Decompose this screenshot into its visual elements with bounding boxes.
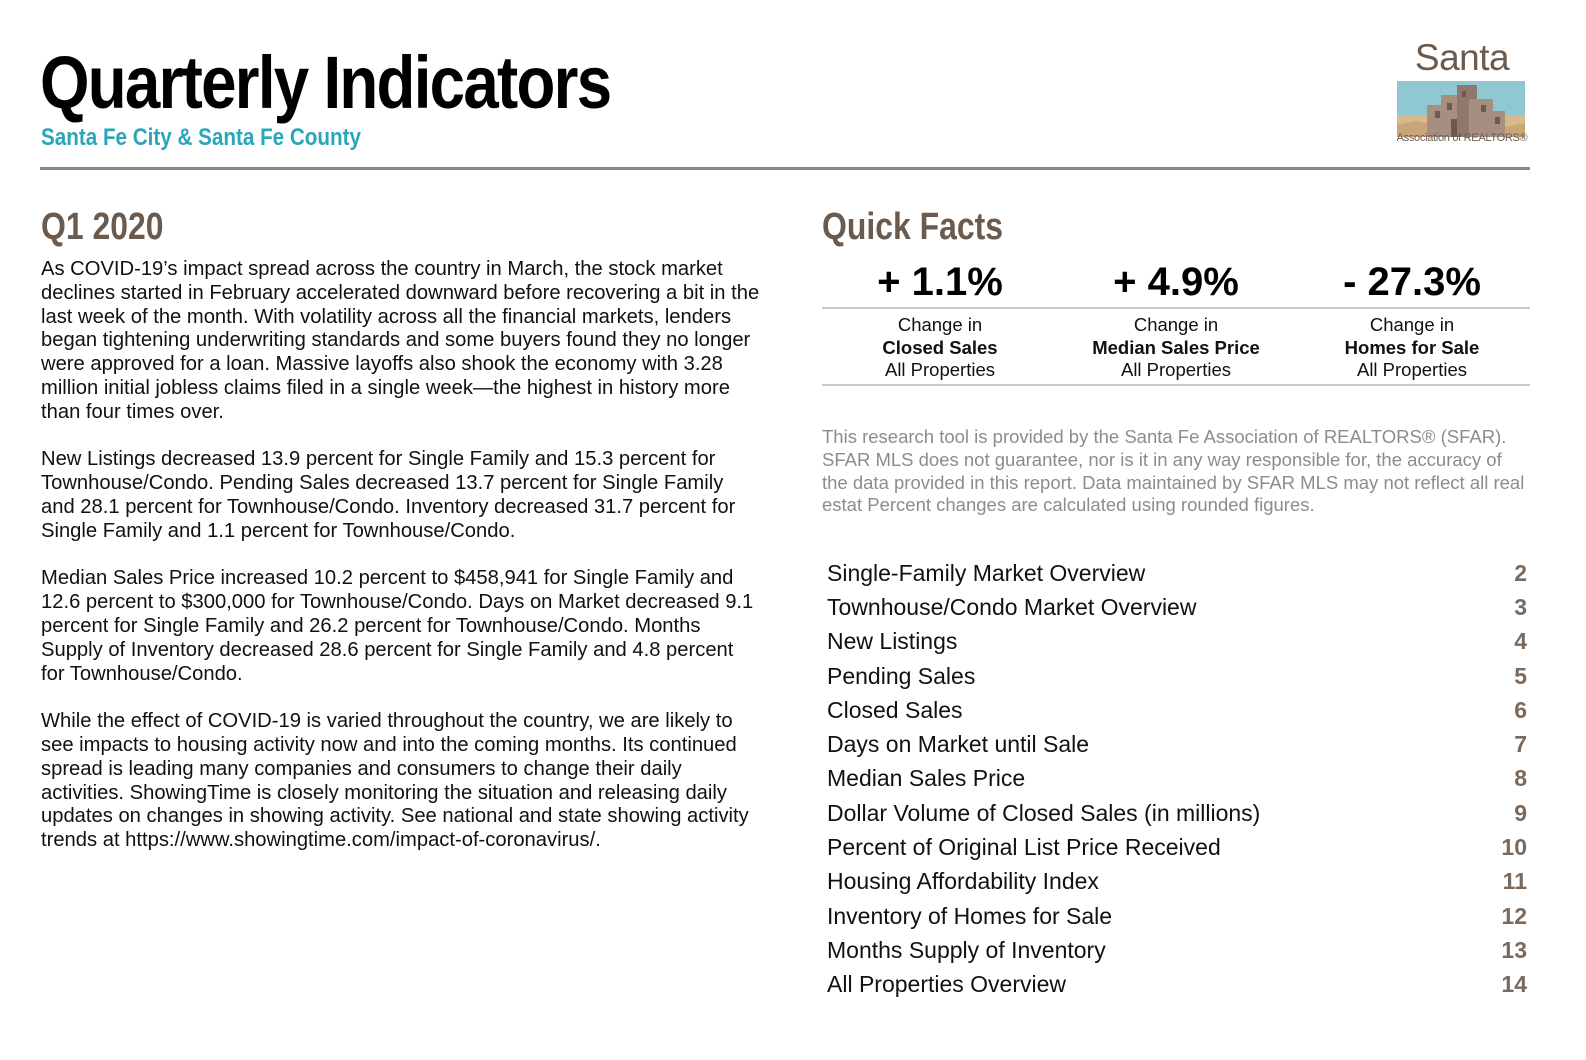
table-of-contents	[827, 556, 1527, 1002]
quick-facts-bottom-rule	[822, 384, 1530, 386]
toc-item-page: 12	[1501, 902, 1527, 929]
toc-item-page: 5	[1514, 662, 1527, 689]
quick-fact-prefix: Change in	[1369, 314, 1455, 335]
toc-item-label: Months Supply of Inventory	[827, 936, 1106, 963]
toc-item-page: 13	[1501, 936, 1527, 963]
toc-item-page: 3	[1514, 593, 1527, 620]
toc-item[interactable]	[827, 762, 1527, 796]
toc-item-page: 14	[1501, 971, 1527, 998]
toc-item[interactable]	[827, 693, 1527, 727]
toc-item-page: 6	[1514, 696, 1527, 723]
toc-item-label: Pending Sales	[827, 662, 976, 689]
toc-item-page: 7	[1514, 731, 1527, 758]
quick-fact-prefix: Change in	[1133, 314, 1219, 335]
toc-item-label: New Listings	[827, 628, 958, 655]
toc-item[interactable]	[827, 659, 1527, 693]
toc-item-page: 11	[1502, 868, 1527, 895]
toc-item[interactable]	[827, 625, 1527, 659]
quick-fact-scope: All Properties	[884, 359, 995, 380]
quick-facts-heading: Quick Facts	[822, 206, 1003, 248]
disclaimer-text: This research tool is provided by the Santa Fe Association of REALTORS® (SFAR). SFAR MLS does not guarantee, nor is it in any way responsible for, the accuracy of the data provided in this report. Data maintained by SFAR MLS may not reflect all real estat Percent changes are calculated using rounded figures.	[822, 426, 1525, 516]
toc-item-page: 8	[1514, 765, 1527, 792]
santa-fe-realtors-logo	[1394, 38, 1530, 150]
quick-fact-metric: Median Sales Price	[1092, 336, 1260, 358]
quick-fact-scope: All Properties	[1356, 359, 1467, 380]
quick-fact-label	[822, 314, 1058, 382]
median-sales-price-change-value: + 4.9%	[1113, 260, 1239, 304]
quick-fact-metric: Closed Sales	[882, 336, 998, 358]
toc-item-page: 4	[1514, 628, 1527, 655]
toc-item-label: Townhouse/Condo Market Overview	[827, 593, 1197, 620]
page-subtitle: Santa Fe City & Santa Fe County	[41, 124, 361, 151]
toc-item-label: Days on Market until Sale	[827, 731, 1090, 758]
adobe-building-logo-icon	[1397, 81, 1525, 137]
toc-item[interactable]	[827, 968, 1527, 1002]
logo-name: Santa	[1414, 37, 1510, 78]
toc-item[interactable]	[827, 899, 1527, 933]
toc-item-label: Median Sales Price	[827, 765, 1026, 792]
toc-item[interactable]	[827, 590, 1527, 624]
quick-fact-label	[1058, 314, 1294, 382]
quick-fact-metric: Homes for Sale	[1344, 336, 1480, 358]
toc-item-page: 2	[1514, 559, 1527, 586]
toc-item-label: All Properties Overview	[827, 971, 1067, 998]
quick-fact-prefix: Change in	[897, 314, 983, 335]
toc-item-label: Percent of Original List Price Received	[827, 834, 1221, 861]
summary-paragraph: Median Sales Price increased 10.2 percent to $458,941 for Single Family and 12.6 percent to $300,000 for Townhouse/Condo. Days on Market decreased 9.1 percent for Single Family and 26.2 percent for Townhouse/Condo. Months Supply of Inventory decreased 28.6 percent for Single Family and 4.8 percent for Townhouse/Condo.	[41, 567, 754, 685]
toc-item[interactable]	[827, 865, 1527, 899]
quarter-heading: Q1 2020	[41, 206, 164, 248]
toc-item[interactable]	[827, 796, 1527, 830]
toc-item-page: 10	[1501, 834, 1527, 861]
report-summary	[41, 258, 761, 877]
toc-item[interactable]	[827, 556, 1527, 590]
quick-facts-top-rule	[822, 307, 1530, 309]
logo-tagline: Association of REALTORS®	[1396, 132, 1528, 144]
header-divider	[40, 167, 1530, 170]
toc-item-label: Single-Family Market Overview	[827, 559, 1146, 586]
summary-paragraph: While the effect of COVID-19 is varied throughout the country, we are likely to see impacts to housing activity now and into the coming months. Its continued spread is leading many companies and consumers to change their daily activities. ShowingTime is closely monitoring the situation and releasing daily updates on changes in showing activity. See national and state showing activity trends at https://www.showingtime.com/impact-of-coronavirus/.	[41, 710, 749, 852]
closed-sales-change-value: + 1.1%	[877, 260, 1003, 304]
quick-facts-labels	[822, 314, 1530, 382]
quick-fact-scope: All Properties	[1120, 359, 1231, 380]
toc-item-label: Closed Sales	[827, 696, 963, 723]
summary-paragraph: New Listings decreased 13.9 percent for Single Family and 15.3 percent for Townhouse/Condo. Pending Sales decreased 13.7 percent for Single Family and 28.1 percent for Townhouse/Condo. Inventory decreased 31.7 percent for Single Family and 1.1 percent for Townhouse/Condo.	[41, 448, 736, 542]
toc-item-label: Dollar Volume of Closed Sales (in millions)	[827, 799, 1261, 826]
page-title: Quarterly Indicators	[40, 41, 611, 124]
quick-facts-values	[822, 256, 1530, 308]
toc-item[interactable]	[827, 727, 1527, 761]
quick-fact-label	[1294, 314, 1530, 382]
toc-item[interactable]	[827, 933, 1527, 967]
summary-paragraph: As COVID-19’s impact spread across the country in March, the stock market declines started in February accelerated downward before recovering a bit in the last week of the month. With volatility across all the financial markets, lenders began tightening underwriting standards and some buyers found they no longer were approved for a loan. Massive layoffs also shook the economy with 3.28 million initial jobless claims filed in a single week—the highest in history more than four times over.	[41, 258, 760, 423]
toc-item-page: 9	[1514, 799, 1527, 826]
homes-for-sale-change-value: - 27.3%	[1343, 260, 1481, 304]
toc-item[interactable]	[827, 830, 1527, 864]
toc-item-label: Inventory of Homes for Sale	[827, 902, 1113, 929]
toc-item-label: Housing Affordability Index	[827, 868, 1099, 895]
